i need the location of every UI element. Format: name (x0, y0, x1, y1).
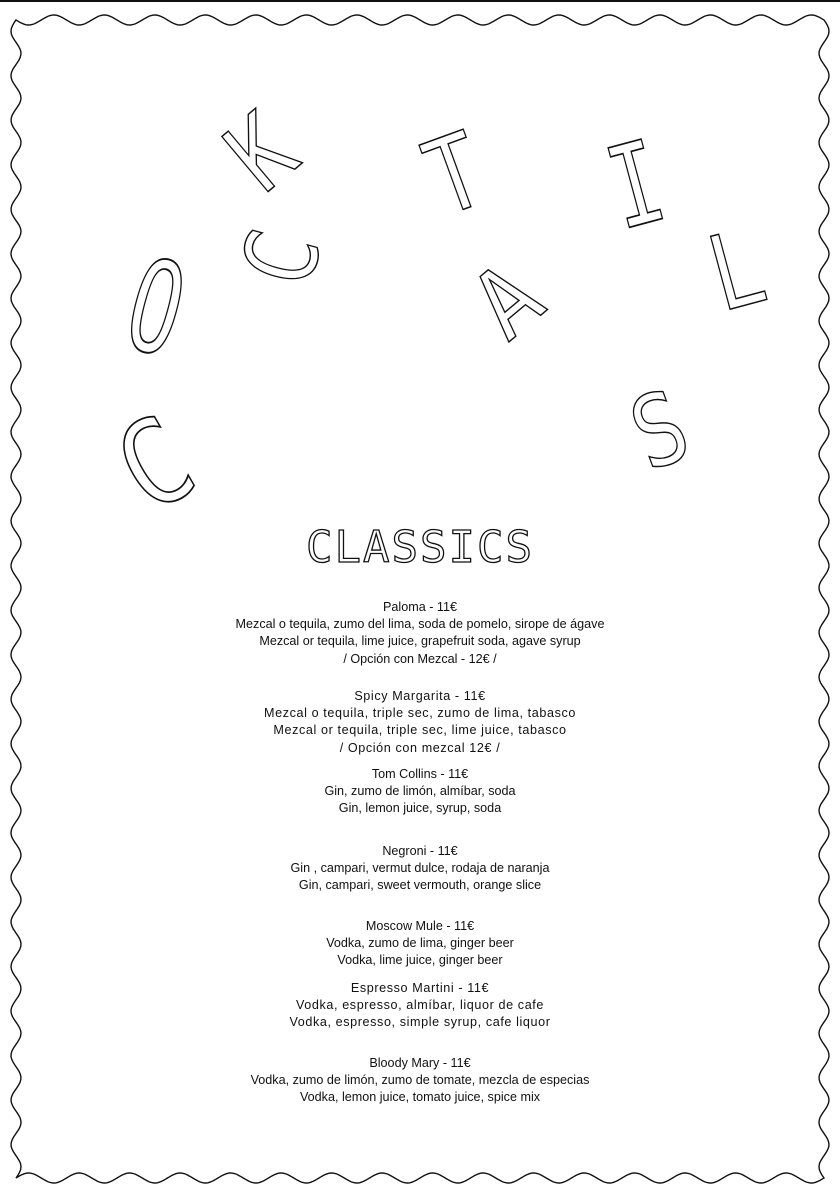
item-option: / Opción con Mezcal - 12€ / (343, 651, 497, 666)
item-option: / Opción con mezcal 12€ / (339, 740, 501, 755)
item-description-en: Vodka, lemon juice, tomato juice, spice mix (299, 1090, 541, 1105)
item-name: Spicy Margarita - 11€ (354, 689, 486, 703)
item-description-es: Vodka, espresso, almíbar, liquor de cafe (295, 998, 545, 1013)
item-name: Negroni - 11€ (382, 844, 458, 858)
item-description-es: Vodka, zumo de lima, ginger beer (326, 936, 514, 951)
item-description-es: Mezcal o tequila, triple sec, zumo de lima, tabasco (264, 706, 576, 721)
menu-item (0, 980, 840, 1032)
section-title: CLASSICS (306, 522, 534, 573)
item-description-en: Gin, lemon juice, syrup, soda (338, 801, 502, 816)
item-description-en: Vodka, espresso, simple syrup, cafe liquor (289, 1015, 551, 1030)
menu-item (0, 918, 840, 970)
item-description-en: Mezcal or tequila, triple sec, lime juice, tabasco (273, 723, 567, 738)
item-description-es: Vodka, zumo de limón, zumo de tomate, mezcla de especias (250, 1073, 590, 1088)
item-description-es: Gin, zumo de limón, almíbar, soda (324, 784, 516, 799)
item-name: Paloma - 11€ (383, 600, 457, 614)
item-description-es: Mezcal o tequila, zumo del lima, soda de pomelo, sirope de ágave (235, 617, 605, 632)
menu-item (0, 1055, 840, 1107)
menu-item (0, 766, 840, 818)
item-description-en: Gin, campari, sweet vermouth, orange slice (298, 878, 542, 893)
item-name: Moscow Mule - 11€ (365, 919, 475, 933)
menu-item (0, 599, 840, 668)
item-name: Tom Collins - 11€ (371, 767, 469, 781)
item-description-en: Mezcal or tequila, lime juice, grapefruit soda, agave syrup (259, 634, 581, 649)
item-description-es: Gin , campari, vermut dulce, rodaja de naranja (290, 861, 550, 876)
menu-item (0, 688, 840, 757)
item-description-en: Vodka, lime juice, ginger beer (337, 953, 503, 968)
menu-item (0, 843, 840, 895)
item-name: Bloody Mary - 11€ (369, 1056, 471, 1070)
item-name: Espresso Martini - 11€ (350, 981, 490, 995)
